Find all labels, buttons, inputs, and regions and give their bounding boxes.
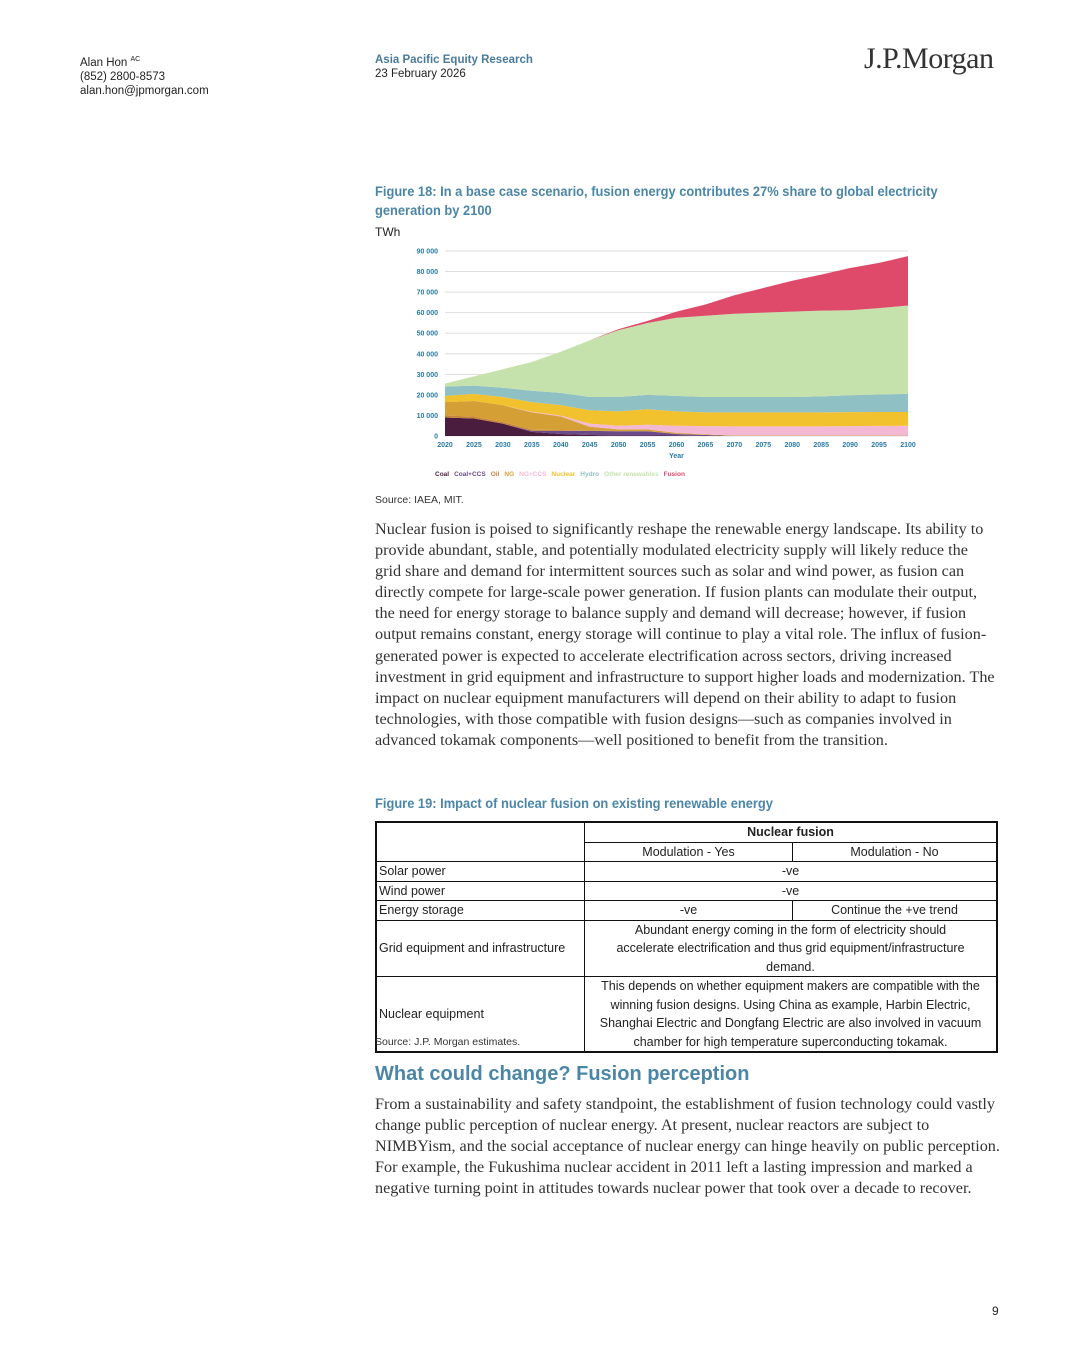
row-value: -ve (585, 862, 998, 882)
stacked-area-chart (375, 240, 935, 485)
row-value-no: Continue the +ve trend (793, 901, 998, 921)
table-row (376, 901, 997, 921)
table-row (376, 881, 997, 901)
row-label: Grid equipment and infrastructure (376, 920, 585, 977)
row-value: This depends on whether equipment makers are compatible with the winning fusion designs. Using China as example, Harbin Electric, Shanghai Electric and Dongfang Electric are also involved in vacuum chamber for high temperature superconducting tokamak. (585, 977, 998, 1053)
y-tick-label: 10 000 (416, 412, 438, 420)
row-label: Nuclear equipment (376, 977, 585, 1053)
x-tick-label: 2100 (900, 442, 916, 449)
figure-18-title: Figure 18: In a base case scenario, fusion energy contributes 27% share to global electricity generation by 2100 (375, 183, 938, 218)
author-block (80, 53, 209, 98)
y-tick-label: 50 000 (416, 330, 438, 338)
x-axis-label: Year (669, 453, 684, 460)
legend-item: Coal+CCS (454, 471, 486, 478)
x-tick-label: 2025 (466, 442, 482, 449)
legend-item: Coal (435, 471, 450, 478)
row-label: Solar power (376, 862, 585, 882)
figure-19-title: Figure 19: Impact of nuclear fusion on existing renewable energy (375, 795, 773, 811)
publication-date: 23 February 2026 (375, 68, 466, 80)
y-tick-label: 80 000 (416, 269, 438, 277)
row-value-yes: -ve (585, 901, 793, 921)
y-tick-label: 30 000 (416, 371, 438, 379)
x-tick-label: 2075 (755, 442, 772, 449)
body-paragraph-1: Nuclear fusion is poised to significantly reshape the renewable energy landscape. Its ability to provide abundant, stable, and potentially modulated electricity supply will likely reduce the grid share and demand for intermittent sources such as solar and wind power, as fusion can directly compete for large-scale power generation. If fusion plants can modulate their output, the need for energy storage to balance supply and demand will decrease; however, if fusion output remains constant, energy storage will continue to play a vital role. The influx of fusion-generated power is expected to accelerate electrification across sectors, driving increased investment in grid equipment and infrastructure to support higher loads and modernization. The impact on nuclear equipment manufacturers will depend on their ability to adapt to fusion technologies, with those compatible with fusion designs—such as companies involved in advanced tokamak components—well positioned to benefit from the transition. (375, 520, 995, 749)
x-tick-label: 2095 (871, 442, 887, 449)
table-row (376, 862, 997, 882)
x-tick-label: 2040 (552, 442, 569, 449)
col-header-no: Modulation - No (793, 842, 998, 862)
figure-19-source: Source: J.P. Morgan estimates. (375, 1036, 521, 1048)
author-phone: (852) 2800-8573 (80, 70, 166, 83)
author-email[interactable]: alan.hon@jpmorgan.com (80, 84, 209, 97)
x-tick-label: 2035 (524, 442, 540, 449)
legend-item: Nuclear (551, 471, 576, 478)
legend-item: Other renewables (604, 471, 659, 478)
x-tick-label: 2045 (581, 442, 598, 449)
jpmorgan-logo: J.P.Morgan (864, 42, 994, 75)
x-tick-label: 2030 (495, 442, 511, 449)
col-header-yes: Modulation - Yes (585, 842, 793, 862)
publication-name: Asia Pacific Equity Research (375, 54, 533, 66)
legend-item: Fusion (663, 471, 685, 478)
y-tick-label: 70 000 (416, 289, 438, 297)
legend-item: NG (504, 471, 515, 478)
x-tick-label: 2050 (610, 442, 627, 449)
y-tick-label: 90 000 (416, 248, 438, 256)
section-heading: What could change? Fusion perception (375, 1063, 750, 1085)
area-other-renewables (445, 305, 908, 396)
row-value: -ve (585, 881, 998, 901)
x-tick-label: 2085 (813, 442, 829, 449)
body-paragraph-2: From a sustainability and safety standpoint, the establishment of fusion technology could vastly change public perception of nuclear energy. At present, nuclear reactors are subject to NIMBYism, and the social acceptance of nuclear energy can hinge heavily on public perception. For example, the Fukushima nuclear accident in 2011 left a lasting impression and marked a negative turning point in attitudes towards nuclear power that took over a decade to recover. (375, 1095, 1000, 1198)
row-value: Abundant energy coming in the form of electricity should accelerate electrification and thus grid equipment/infrastructure demand. (585, 920, 998, 977)
figure-18-source: Source: IAEA, MIT. (375, 494, 464, 506)
legend-item: NG+CCS (519, 471, 547, 478)
x-tick-label: 2055 (639, 442, 656, 449)
y-tick-label: 60 000 (416, 310, 438, 318)
table-row (376, 920, 997, 977)
figure-18-unit: TWh (375, 225, 401, 239)
x-tick-label: 2080 (784, 442, 801, 449)
y-tick-label: 0 (434, 433, 438, 441)
legend-item: Oil (490, 471, 500, 478)
legend-item: Hydro (580, 471, 600, 478)
x-tick-label: 2060 (668, 442, 685, 449)
page-number: 9 (992, 1304, 999, 1318)
publication-block (375, 53, 533, 81)
group-header: Nuclear fusion (585, 822, 998, 842)
x-tick-label: 2065 (697, 442, 714, 449)
x-tick-label: 2070 (726, 442, 743, 449)
y-tick-label: 40 000 (416, 351, 438, 359)
row-label: Energy storage (376, 901, 585, 921)
author-name: Alan Hon (80, 56, 128, 69)
x-tick-label: 2020 (437, 442, 453, 449)
row-label: Wind power (376, 881, 585, 901)
y-tick-label: 20 000 (416, 392, 438, 400)
author-sup: AC (130, 56, 141, 63)
fusion-impact-table (375, 821, 998, 1053)
x-tick-label: 2090 (842, 442, 858, 449)
